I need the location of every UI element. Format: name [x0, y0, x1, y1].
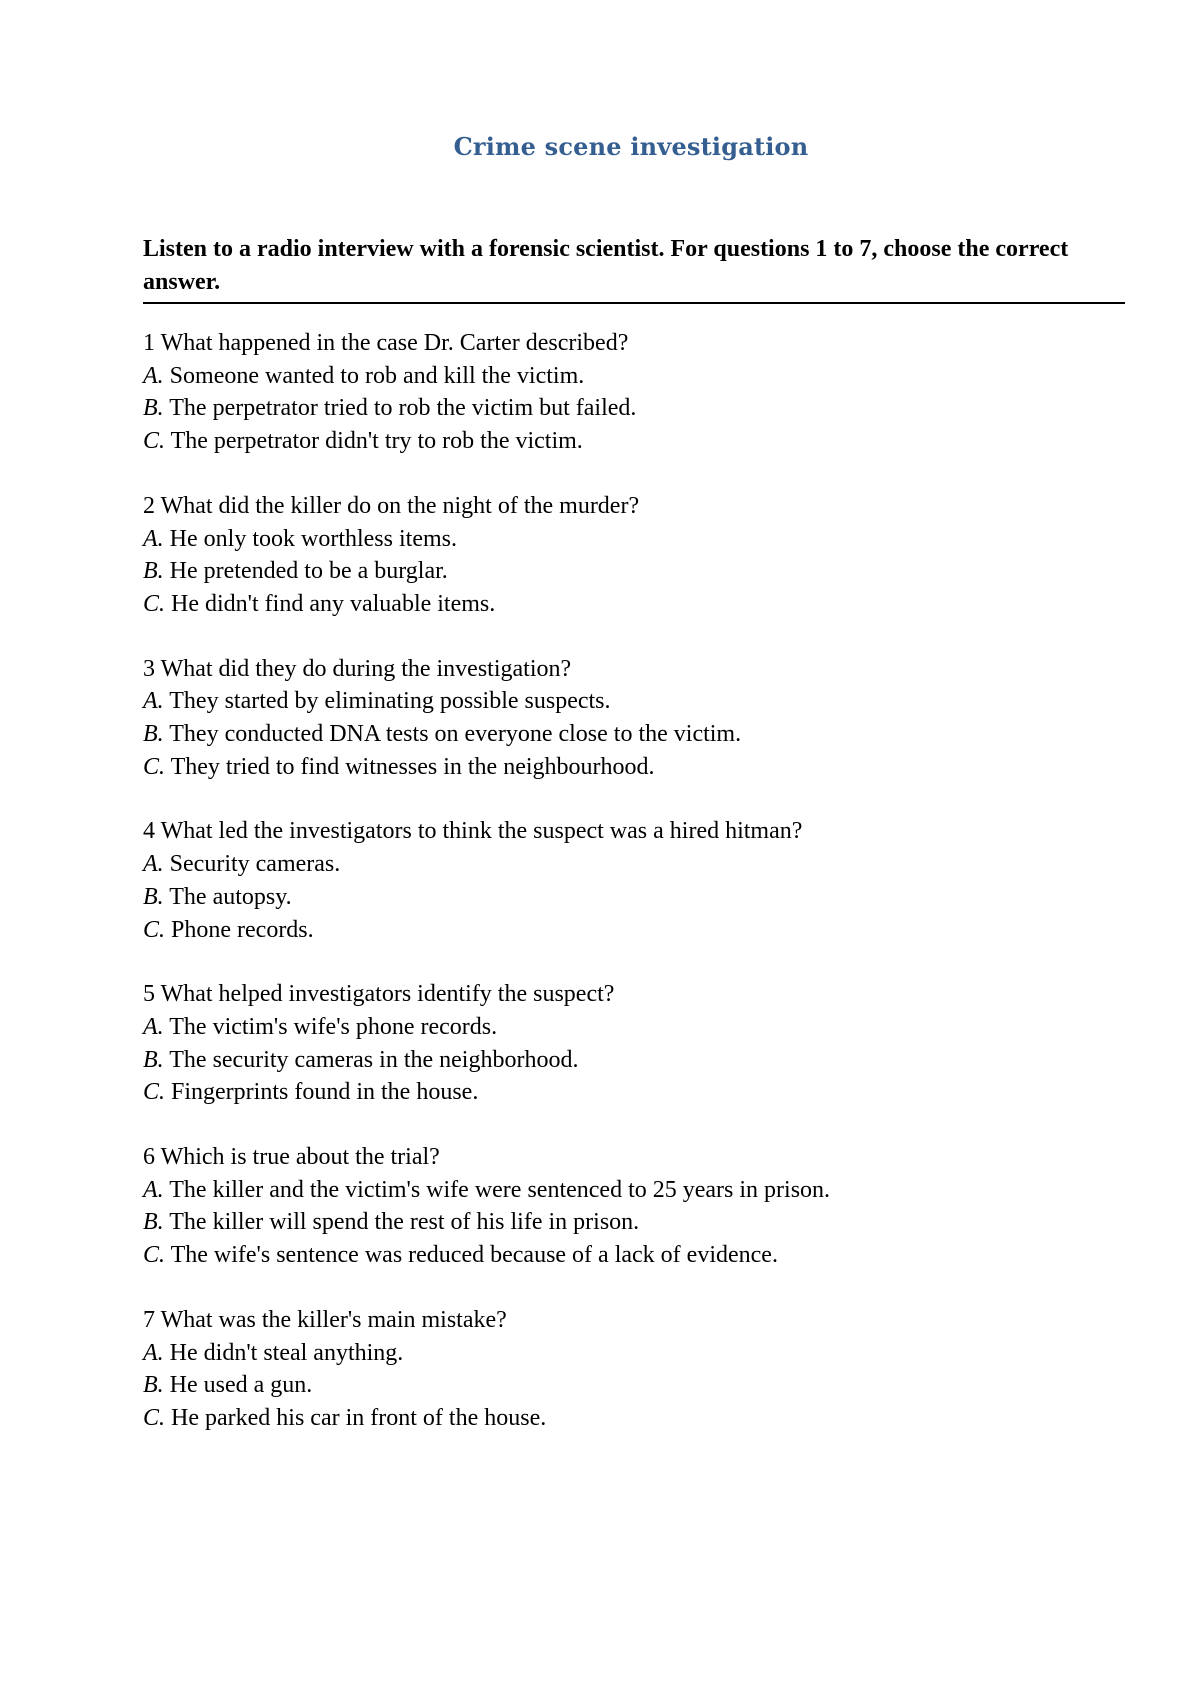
option-text: The autopsy.: [169, 883, 292, 910]
option-letter: C: [143, 916, 160, 943]
option-letter: A: [143, 688, 158, 715]
option-text: They started by eliminating possible suspects.: [169, 688, 611, 715]
option-text: He didn't find any valuable items.: [171, 590, 496, 617]
option-letter: A: [143, 851, 158, 878]
option-letter: A: [143, 362, 158, 389]
option-b: B. The security cameras in the neighborhood.: [143, 1046, 579, 1073]
option-letter: B: [143, 721, 158, 748]
option-text: The security cameras in the neighborhood.: [169, 1046, 579, 1073]
option-text: The perpetrator tried to rob the victim but failed.: [169, 395, 637, 422]
option-text: He parked his car in front of the house.: [171, 1404, 547, 1431]
option-b: B. They conducted DNA tests on everyone close to the victim.: [143, 721, 742, 748]
option-letter: B: [143, 1209, 158, 1236]
option-text: Someone wanted to rob and kill the victim.: [169, 362, 585, 389]
question-5: [143, 978, 1125, 1109]
option-b: B. The autopsy.: [143, 883, 292, 910]
option-c: C. He didn't find any valuable items.: [143, 590, 496, 617]
option-text: Fingerprints found in the house.: [171, 1079, 479, 1106]
option-text: He pretended to be a burglar.: [169, 558, 448, 585]
instructions: Listen to a radio interview with a forensic scientist. For questions 1 to 7, choose the correct answer.: [143, 233, 1125, 304]
option-text: The victim's wife's phone records.: [169, 1013, 498, 1040]
option-letter: A: [143, 1013, 158, 1040]
option-letter: B: [143, 558, 158, 585]
question-2: [143, 490, 1125, 621]
option-a: A. He only took worthless items.: [143, 525, 457, 552]
option-letter: A: [143, 525, 158, 552]
option-letter: B: [143, 1046, 158, 1073]
option-letter: C: [143, 1404, 160, 1431]
option-text: Phone records.: [171, 916, 314, 943]
option-letter: B: [143, 1372, 158, 1399]
option-c: C. They tried to find witnesses in the neighbourhood.: [143, 753, 655, 780]
option-letter: B: [143, 395, 158, 422]
option-b: B. The killer will spend the rest of his life in prison.: [143, 1209, 640, 1236]
option-letter: C: [143, 1242, 160, 1269]
option-b: B. He pretended to be a burglar.: [143, 558, 448, 585]
option-letter: C: [143, 590, 160, 617]
option-text: The killer and the victim's wife were sentenced to 25 years in prison.: [169, 1176, 831, 1203]
page-title: Crime scene investigation: [453, 132, 809, 161]
option-letter: C: [143, 1079, 160, 1106]
question-6: [143, 1141, 1125, 1272]
question-3: [143, 653, 1125, 784]
option-text: The perpetrator didn't try to rob the victim.: [170, 428, 583, 455]
option-c: C. He parked his car in front of the house.: [143, 1404, 547, 1431]
option-b: B. He used a gun.: [143, 1372, 313, 1399]
question-text: 5 What helped investigators identify the suspect?: [143, 981, 615, 1008]
option-letter: C: [143, 753, 160, 780]
option-c: C. The wife's sentence was reduced because of a lack of evidence.: [143, 1242, 778, 1269]
option-a: A. Security cameras.: [143, 851, 341, 878]
question-text: 1 What happened in the case Dr. Carter described?: [143, 330, 629, 356]
option-c: C. Fingerprints found in the house.: [143, 1079, 479, 1106]
option-text: He used a gun.: [169, 1372, 313, 1399]
option-letter: A: [143, 1176, 158, 1203]
option-b: B. The perpetrator tried to rob the victim but failed.: [143, 395, 637, 422]
option-a: A. The killer and the victim's wife were sentenced to 25 years in prison.: [143, 1176, 831, 1203]
option-text: He didn't steal anything.: [169, 1339, 404, 1366]
option-letter: C: [143, 428, 160, 455]
question-text: 7 What was the killer's main mistake?: [143, 1306, 507, 1333]
question-text: 4 What led the investigators to think the suspect was a hired hitman?: [143, 818, 803, 845]
option-text: They conducted DNA tests on everyone close to the victim.: [169, 721, 742, 748]
question-7: [143, 1304, 1125, 1435]
option-c: C. Phone records.: [143, 916, 314, 943]
question-text: 3 What did they do during the investigation?: [143, 655, 572, 682]
option-text: The killer will spend the rest of his life in prison.: [169, 1209, 640, 1236]
question-1: [143, 327, 1125, 458]
option-letter: A: [143, 1339, 158, 1366]
option-a: A. They started by eliminating possible suspects.: [143, 688, 611, 715]
question-list: [143, 327, 1125, 1467]
option-letter: B: [143, 883, 158, 910]
option-a: A. He didn't steal anything.: [143, 1339, 404, 1366]
question-text: 6 Which is true about the trial?: [143, 1144, 440, 1171]
option-a: A. Someone wanted to rob and kill the victim.: [143, 362, 585, 389]
question-4: [143, 815, 1125, 946]
option-c: C. The perpetrator didn't try to rob the victim.: [143, 428, 583, 455]
option-text: Security cameras.: [169, 851, 341, 878]
option-text: He only took worthless items.: [169, 525, 457, 552]
option-a: A. The victim's wife's phone records.: [143, 1013, 498, 1040]
question-text: 2 What did the killer do on the night of the murder?: [143, 492, 640, 519]
option-text: The wife's sentence was reduced because of a lack of evidence.: [170, 1242, 778, 1269]
option-text: They tried to find witnesses in the neighbourhood.: [170, 753, 655, 780]
